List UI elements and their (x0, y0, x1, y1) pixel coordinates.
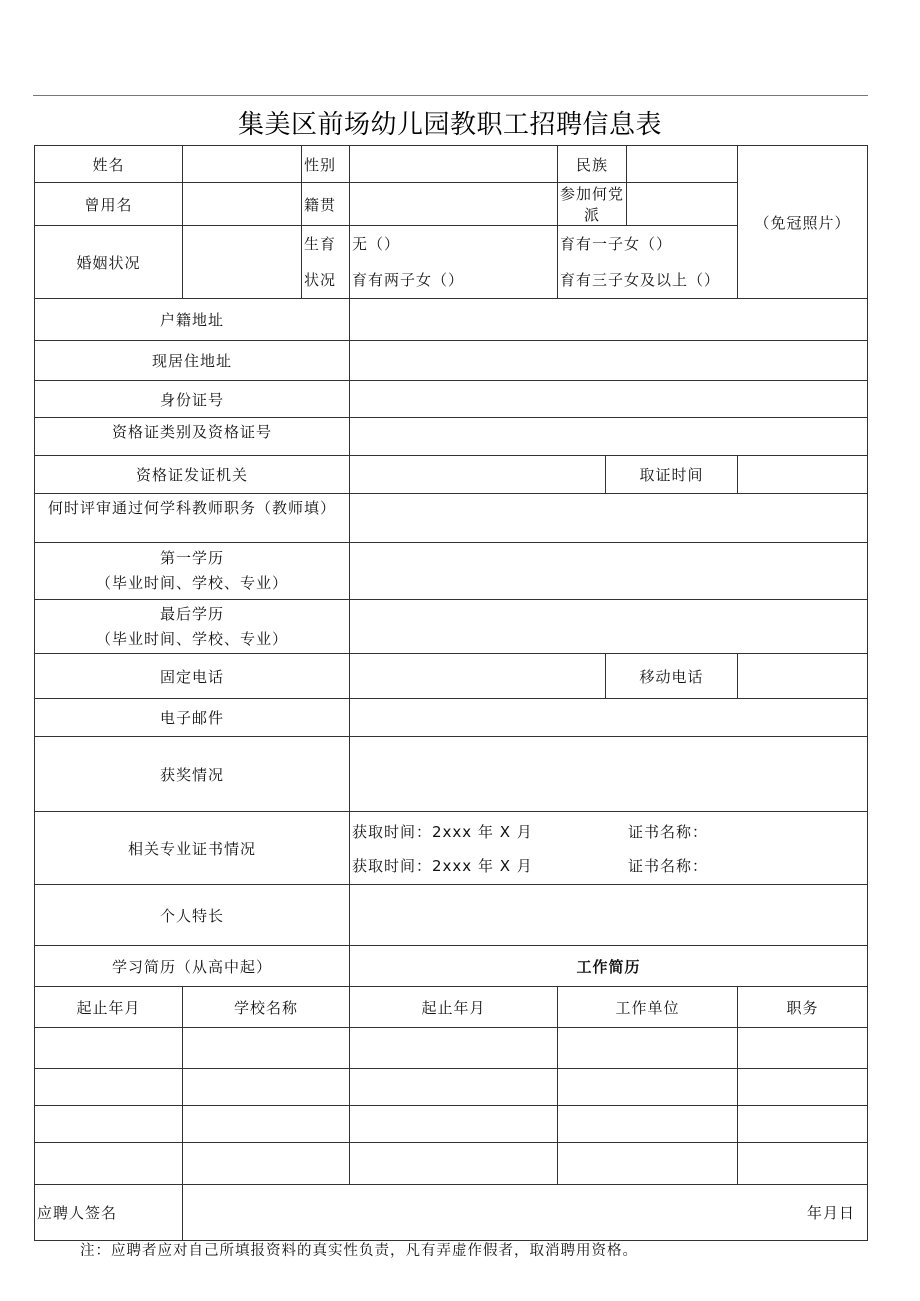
specialty-label: 个人特长 (35, 885, 350, 946)
school-name-cell[interactable] (183, 1143, 350, 1185)
gender-field[interactable] (350, 146, 558, 183)
qualification-type-field[interactable] (350, 418, 868, 456)
fertility-option-one[interactable]: 育有一子女（） (560, 235, 673, 253)
study-period-cell[interactable] (35, 1143, 183, 1185)
party-field[interactable] (627, 183, 738, 226)
awards-field[interactable] (350, 737, 868, 812)
first-degree-line2: （毕业时间、学校、专业） (95, 574, 288, 592)
ethnicity-label: 民族 (558, 146, 627, 183)
signature-label: 应聘人签名 (35, 1185, 183, 1241)
id-number-field[interactable] (350, 381, 868, 418)
name-label: 姓名 (35, 146, 183, 183)
recruitment-form (34, 145, 868, 1241)
mobile-field[interactable] (738, 654, 868, 699)
ethnicity-field[interactable] (627, 146, 738, 183)
col-position: 职务 (738, 987, 868, 1028)
col-school-name: 学校名称 (183, 987, 350, 1028)
last-degree-field[interactable] (350, 600, 868, 654)
certificates-label: 相关专业证书情况 (35, 812, 350, 885)
marital-label: 婚姻状况 (35, 226, 183, 299)
study-period-cell[interactable] (35, 1069, 183, 1106)
position-cell[interactable] (738, 1028, 868, 1069)
current-address-field[interactable] (350, 341, 868, 381)
employer-cell[interactable] (558, 1143, 738, 1185)
cert-name-2: 证书名称： (628, 856, 709, 875)
former-name-label: 曾用名 (35, 183, 183, 226)
employer-cell[interactable] (558, 1028, 738, 1069)
awards-label: 获奖情况 (35, 737, 350, 812)
table-row (35, 1028, 868, 1069)
party-label: 参加何党派 (558, 183, 627, 226)
position-cell[interactable] (738, 1069, 868, 1106)
certificates-field[interactable] (350, 812, 868, 885)
native-place-label: 籍贯 (302, 183, 350, 226)
study-history-header: 学习简历（从高中起） (35, 946, 350, 987)
gender-label: 性别 (302, 146, 350, 183)
top-rule (33, 95, 868, 96)
last-degree-line2: （毕业时间、学校、专业） (95, 629, 288, 648)
col-employer: 工作单位 (558, 987, 738, 1028)
certificate-line-1 (352, 814, 865, 848)
col-work-period: 起止年月 (350, 987, 558, 1028)
qualification-type-label: 资格证类别及资格证号 (35, 418, 350, 456)
email-field[interactable] (350, 699, 868, 737)
work-period-cell[interactable] (350, 1028, 558, 1069)
mobile-label: 移动电话 (606, 654, 738, 699)
fertility-label-line2: 状况 (304, 271, 337, 289)
work-history-header: 工作简历 (350, 946, 868, 987)
landline-field[interactable] (350, 654, 606, 699)
first-degree-field[interactable] (350, 543, 868, 600)
signature-field[interactable]: 年月日 (183, 1185, 868, 1241)
col-study-period: 起止年月 (35, 987, 183, 1028)
native-place-field[interactable] (350, 183, 558, 226)
fertility-option-two[interactable]: 育有两子女（） (352, 271, 465, 289)
fertility-label (302, 226, 350, 299)
cert-name-1: 证书名称： (628, 822, 709, 841)
work-period-cell[interactable] (350, 1143, 558, 1185)
former-name-field[interactable] (183, 183, 302, 226)
table-row (35, 1143, 868, 1185)
first-degree-line1: 第一学历 (159, 549, 224, 567)
qualification-issuer-label: 资格证发证机关 (35, 456, 350, 494)
issue-date-label: 取证时间 (606, 456, 738, 494)
certificate-line-2 (352, 848, 865, 882)
school-name-cell[interactable] (183, 1028, 350, 1069)
school-name-cell[interactable] (183, 1069, 350, 1106)
employer-cell[interactable] (558, 1069, 738, 1106)
fertility-label-line1: 生育 (304, 235, 337, 253)
email-label: 电子邮件 (35, 699, 350, 737)
last-degree-line1: 最后学历 (159, 604, 224, 623)
fertility-options-left (350, 226, 558, 299)
title-review-label: 何时评审通过何学科教师职务（教师填） (35, 494, 350, 543)
cert-time-1: 获取时间：2xxx 年 X 月 (352, 822, 533, 841)
study-period-cell[interactable] (35, 1028, 183, 1069)
hukou-address-field[interactable] (350, 299, 868, 341)
hukou-address-label: 户籍地址 (35, 299, 350, 341)
landline-label: 固定电话 (35, 654, 350, 699)
photo-box[interactable]: （免冠照片） (738, 146, 868, 299)
last-degree-label (35, 600, 350, 654)
name-field[interactable] (183, 146, 302, 183)
page-title: 集美区前场幼儿园教职工招聘信息表 (237, 110, 662, 140)
id-number-label: 身份证号 (35, 381, 350, 418)
current-address-label: 现居住地址 (35, 341, 350, 381)
school-name-cell[interactable] (183, 1106, 350, 1143)
first-degree-label (35, 543, 350, 600)
position-cell[interactable] (738, 1106, 868, 1143)
issue-date-field[interactable] (738, 456, 868, 494)
work-period-cell[interactable] (350, 1069, 558, 1106)
study-period-cell[interactable] (35, 1106, 183, 1143)
qualification-issuer-field[interactable] (350, 456, 606, 494)
fertility-option-none[interactable]: 无（） (352, 235, 401, 253)
fertility-option-three[interactable]: 育有三子女及以上（） (560, 271, 721, 289)
fertility-options-right (558, 226, 738, 299)
table-row (35, 1069, 868, 1106)
work-period-cell[interactable] (350, 1106, 558, 1143)
table-row (35, 1106, 868, 1143)
specialty-field[interactable] (350, 885, 868, 946)
position-cell[interactable] (738, 1143, 868, 1185)
footer-note: 注：应聘者应对自己所填报资料的真实性负责，凡有弄虚作假者，取消聘用资格。 (80, 1243, 638, 1259)
marital-field[interactable] (183, 226, 302, 299)
employer-cell[interactable] (558, 1106, 738, 1143)
title-review-field[interactable] (350, 494, 868, 543)
cert-time-2: 获取时间：2xxx 年 X 月 (352, 856, 533, 875)
